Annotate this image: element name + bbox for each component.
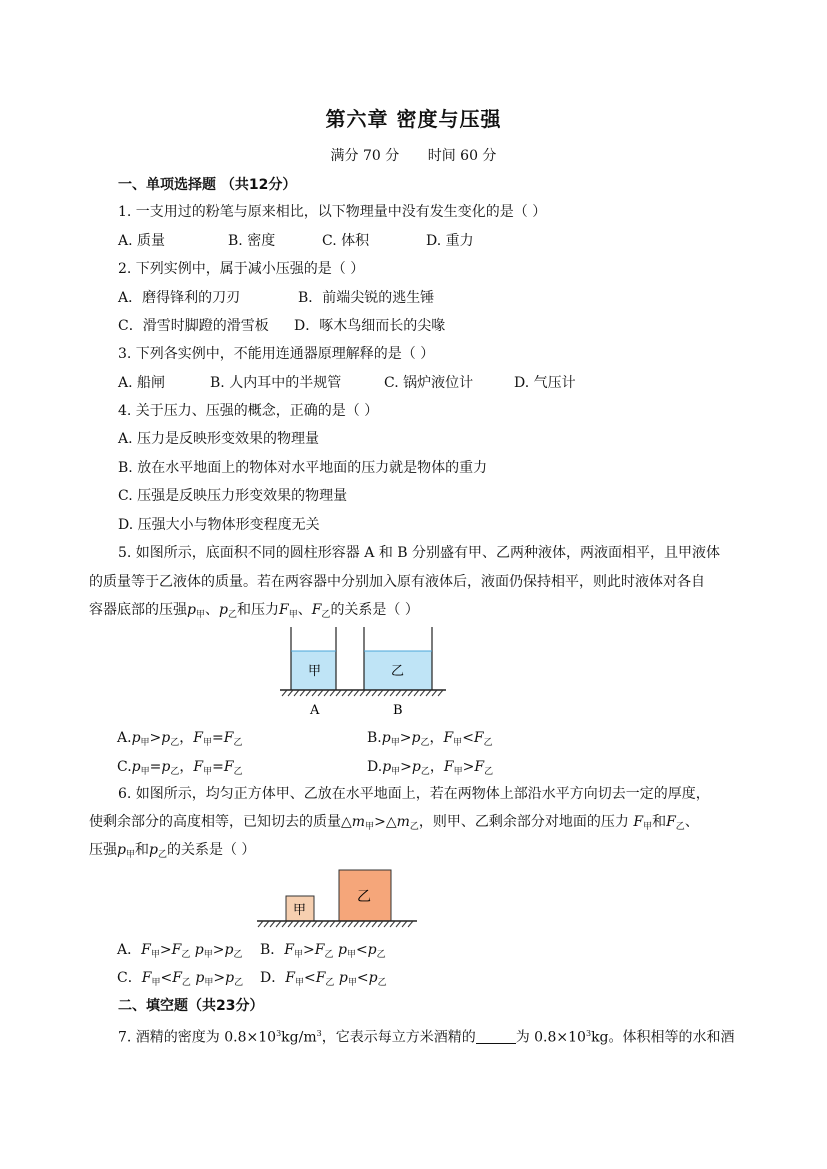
time-info: 时间 60 分: [427, 148, 497, 164]
hatch-line: [402, 690, 407, 696]
hatch-line: [342, 921, 347, 927]
hatch-line: [378, 921, 383, 927]
hatch-line: [402, 921, 407, 927]
hatch-line: [396, 921, 401, 927]
hatch-line: [288, 921, 293, 927]
hatch-line: [300, 921, 305, 927]
question-5-option-b: $B.p_甲>p_乙$，$F_甲<F_乙$: [367, 730, 493, 748]
liquid-a-label: 甲: [308, 664, 322, 679]
question-5-option-c: $C.p_甲=p_乙$，$F_甲=F_乙$: [117, 759, 243, 777]
cube-jia-label: 甲: [293, 903, 307, 918]
hatch-line: [348, 921, 353, 927]
hatch-line: [276, 921, 281, 927]
hatch-line: [396, 690, 401, 696]
ground-hatching: [258, 921, 413, 927]
container-b-label: B: [393, 703, 403, 718]
hatch-line: [348, 690, 353, 696]
hatch-line: [330, 921, 335, 927]
hatch-line: [372, 690, 377, 696]
question-2-option-c: C．滑雪时脚蹬的滑雪板: [118, 318, 269, 334]
liquid-b-label: 乙: [391, 664, 405, 679]
hatch-line: [264, 921, 269, 927]
hatch-line: [420, 690, 425, 696]
hatch-line: [288, 690, 293, 696]
hatch-line: [366, 921, 371, 927]
question-4-option-a: A. 压力是反映形变效果的物理量: [118, 431, 320, 447]
hatch-line: [312, 690, 317, 696]
ground-hatching: [282, 690, 443, 696]
hatch-line: [408, 921, 413, 927]
question-6-line-3: 压强$p_甲$和$p_乙$的关系是（ ）: [89, 842, 256, 860]
question-5-option-a: $A.p_甲>p_乙$，$F_甲=F_乙$: [117, 730, 243, 748]
question-3-option-c: C. 锅炉液位计: [384, 375, 474, 391]
question-4-option-b: B. 放在水平地面上的物体对水平地面的压力就是物体的重力: [118, 460, 488, 476]
hatch-line: [324, 921, 329, 927]
question-6-line-2: 使剩余部分的高度相等，已知切去的质量$\triangle m_甲>\triangle m_乙$，则甲、乙剩余部分对地面的压力 $F_甲$和$F_乙$、: [89, 814, 699, 832]
hatch-line: [342, 690, 347, 696]
question-5-line-3: 容器底部的压强$p_甲$、$p_乙$和压力$F_甲$、$F_乙$的关系是（ ）: [89, 602, 419, 620]
hatch-line: [318, 921, 323, 927]
question-1-option-c: C. 体积: [322, 233, 370, 249]
question-4-option-c: C. 压强是反映压力形变效果的物理量: [118, 488, 348, 504]
question-1-stem: 1. 一支用过的粉笔与原来相比，以下物理量中没有发生变化的是（ ）: [118, 204, 547, 220]
question-3-option-d: D. 气压计: [514, 375, 576, 391]
hatch-line: [306, 921, 311, 927]
cubes-figure: [255, 868, 420, 930]
question-6-option-c: C．$F_甲<F_乙$ $p_甲>p_乙$: [117, 970, 244, 988]
answer-blank[interactable]: [476, 1029, 516, 1044]
hatch-line: [330, 690, 335, 696]
hatch-line: [294, 690, 299, 696]
question-3-stem: 3. 下列各实例中，不能用连通器原理解释的是（ ）: [118, 346, 435, 362]
hatch-line: [366, 690, 371, 696]
hatch-line: [438, 690, 443, 696]
question-6-option-d: D．$F_甲<F_乙$ $p_甲<p_乙$: [260, 970, 387, 988]
score-info: 满分 70 分: [330, 148, 400, 164]
hatch-line: [318, 690, 323, 696]
question-5-line-1: 5. 如图所示，底面积不同的圆柱形容器 A 和 B 分别盛有甲、乙两种液体，两液面相平，且甲液体: [118, 545, 721, 561]
hatch-line: [300, 690, 305, 696]
question-2-option-d: D．啄木鸟细而长的尖喙: [294, 318, 446, 334]
question-2-stem: 2. 下列实例中，属于减小压强的是（ ）: [118, 261, 365, 277]
question-5-option-d: $D.p_甲>p_乙$，$F_甲>F_乙$: [367, 759, 494, 777]
hatch-line: [360, 690, 365, 696]
hatch-line: [336, 921, 341, 927]
question-4-option-d: D. 压强大小与物体形变程度无关: [118, 517, 320, 533]
question-6-option-b: B．$F_甲>F_乙$ $p_甲<p_乙$: [260, 942, 386, 960]
hatch-line: [414, 690, 419, 696]
container-a-label: A: [310, 703, 320, 718]
question-6-option-a: A．$F_甲>F_乙$ $p_甲>p_乙$: [117, 942, 243, 960]
hatch-line: [390, 921, 395, 927]
hatch-line: [336, 690, 341, 696]
hatch-line: [258, 921, 263, 927]
question-2-option-a: A．磨得锋利的刀刃: [118, 290, 241, 306]
hatch-line: [360, 921, 365, 927]
hatch-line: [270, 921, 275, 927]
hatch-line: [282, 690, 287, 696]
hatch-line: [372, 921, 377, 927]
containers-figure: [280, 627, 450, 719]
section-heading-fill: 二、填空题（共23分）: [118, 998, 264, 1014]
hatch-line: [324, 690, 329, 696]
question-2-option-b: B．前端尖锐的逃生锤: [298, 290, 435, 306]
question-1-option-a: A. 质量: [118, 233, 166, 249]
question-6-line-1: 6. 如图所示，均匀正方体甲、乙放在水平地面上，若在两物体上部沿水平方向切去一定的厚度，: [118, 786, 710, 802]
hatch-line: [408, 690, 413, 696]
hatch-line: [426, 690, 431, 696]
question-5-line-2: 的质量等于乙液体的质量。若在两容器中分别加入原有液体后，液面仍保持相平，则此时液体对各自: [89, 574, 705, 590]
hatch-line: [312, 921, 317, 927]
hatch-line: [384, 690, 389, 696]
hatch-line: [432, 690, 437, 696]
page-title: 第六章 密度与压强: [325, 107, 502, 131]
hatch-line: [384, 921, 389, 927]
hatch-line: [282, 921, 287, 927]
section-heading-choice: 一、单项选择题 （共12分）: [118, 177, 297, 193]
cube-yi-label: 乙: [357, 889, 371, 905]
question-4-stem: 4. 关于压力、压强的概念，正确的是（ ）: [118, 403, 379, 419]
hatch-line: [354, 690, 359, 696]
question-1-option-b: B. 密度: [228, 233, 276, 249]
hatch-line: [354, 921, 359, 927]
question-1-option-d: D. 重力: [426, 233, 474, 249]
hatch-line: [306, 690, 311, 696]
question-3-option-b: B. 人内耳中的半规管: [210, 375, 342, 391]
hatch-line: [294, 921, 299, 927]
question-7-line-1: 7. 酒精的密度为 $0.8\times 10^3kg/m^3$，它表示每立方米酒精的 为 $0.8\times 10^3kg$。体积相等的水和酒: [118, 1029, 735, 1046]
hatch-line: [390, 690, 395, 696]
exam-info: [0, 145, 827, 165]
question-3-option-a: A. 船闸: [118, 375, 166, 391]
hatch-line: [378, 690, 383, 696]
